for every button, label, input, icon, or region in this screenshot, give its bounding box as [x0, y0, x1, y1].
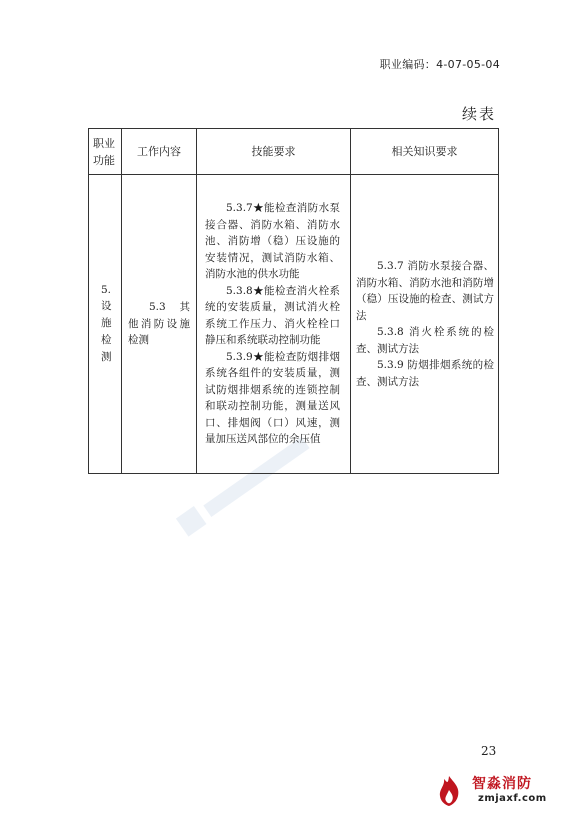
occupation-code: 职业编码：4-07-05-04: [379, 58, 500, 71]
function-name: 设施检测: [101, 300, 112, 364]
work-content-text: 5.3 其他消防设施检测: [128, 301, 190, 347]
header-work-content: 工作内容: [122, 129, 197, 175]
page-number: 23: [481, 744, 497, 758]
header-function: [89, 129, 122, 175]
knowledge-item: 5.3.7 消防水泵接合器、消防水箱、消防水池和消防增（稳）压设施的检查、测试方法: [356, 260, 494, 322]
logo-domain-text: zmjaxf.com: [478, 793, 547, 804]
skill-item: 5.3.9★能检查防烟排烟系统各组件的安装质量，测试防烟排烟系统的连锁控制和联动控制功能，测量送风口、排烟阀（口）风速，测量加压送风部位的余压值: [205, 350, 340, 446]
function-number: 5.: [101, 283, 112, 296]
cell-skills: [197, 175, 351, 474]
header-function-label: 职业功能: [93, 136, 115, 167]
cell-function: [89, 175, 122, 474]
flame-logo-icon: [432, 774, 466, 808]
knowledge-item: 5.3.9 防烟排烟系统的检查、测试方法: [356, 359, 494, 388]
skill-requirements-table: [88, 128, 499, 474]
cell-work-content: [122, 175, 197, 474]
skill-item: 5.3.8★能检查消火栓系统的安装质量，测试消火栓系统工作压力、消火栓栓口静压和系统联动控制功能: [205, 284, 340, 347]
table-row: [89, 175, 499, 474]
continued-label: 续表: [462, 105, 497, 123]
skill-item: 5.3.7★能检查消防水泵接合器、消防水箱、消防水池、消防增（稳）压设施的安装情况，测试消防水箱、消防水池的供水功能: [205, 202, 340, 281]
header-knowledge-requirements: 相关知识要求: [351, 129, 499, 175]
logo-chinese-text: 智淼消防: [472, 776, 532, 792]
header-skill-requirements: 技能要求: [197, 129, 351, 175]
table-header-row: [89, 129, 499, 175]
cell-knowledge: [351, 175, 499, 474]
site-logo: [432, 772, 552, 812]
knowledge-item: 5.3.8 消火栓系统的检查、测试方法: [356, 326, 494, 355]
